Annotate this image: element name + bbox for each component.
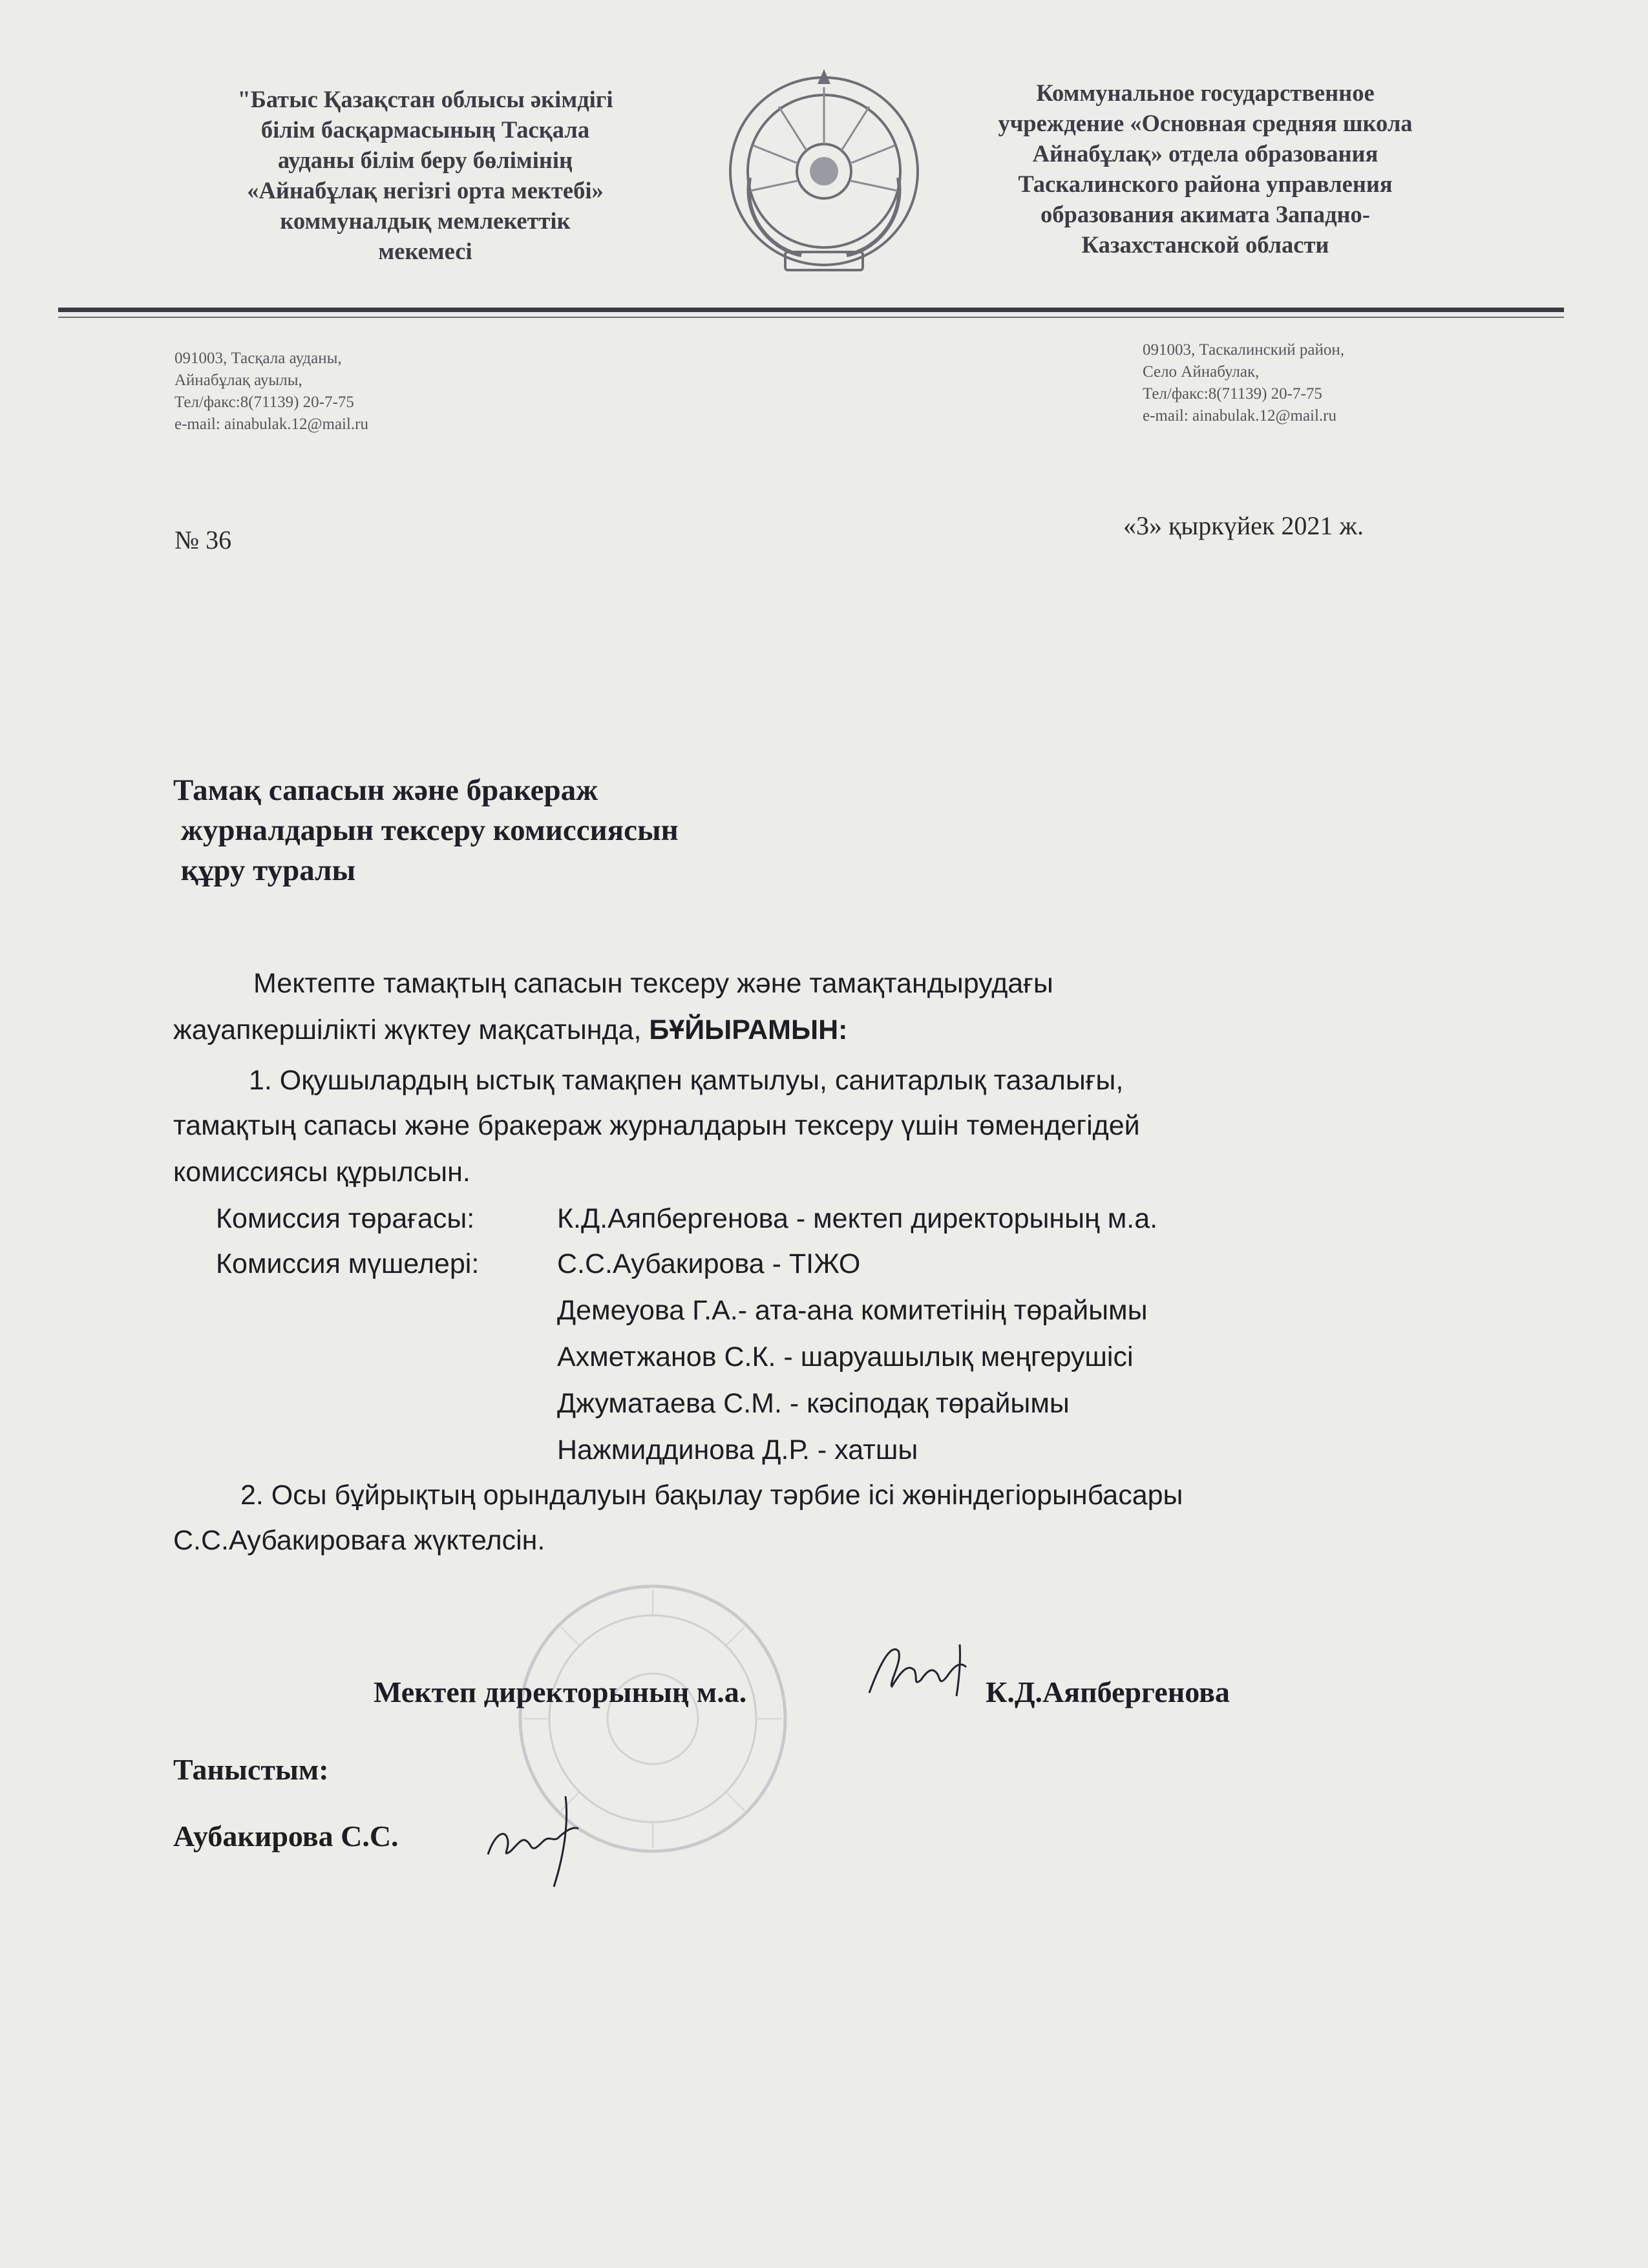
header-kz-line: коммуналдық мемлекеттік: [280, 207, 571, 234]
intro-text: жауапкершілікті жүктеу мақсатында,: [173, 1014, 650, 1045]
address-line: 091003, Тасқала ауданы,: [174, 350, 342, 367]
member-item: Демеуова Г.А.- ата-ана комитетінің төрайымы: [557, 1295, 1148, 1326]
item1-line: 1. Оқушылардың ыстық тамақпен қамтылуы, санитарлық тазалығы,: [249, 1065, 1124, 1096]
address-line: 091003, Таскалинский район,: [1143, 341, 1345, 359]
header-kz: [147, 84, 703, 266]
header-ru-line: Казахстанской области: [1081, 231, 1329, 258]
header-divider-thin: [58, 317, 1564, 318]
chair-value: К.Д.Аяпбергенова - мектеп директорының м.а.: [557, 1203, 1158, 1234]
member-item: С.С.Аубакирова - ТІЖО: [557, 1248, 861, 1279]
director-signature: [863, 1632, 979, 1706]
header-divider: [58, 308, 1564, 312]
members-label: Комиссия мүшелері:: [216, 1248, 480, 1279]
title-line: құру туралы: [173, 854, 356, 887]
header-ru-line: Таскалинского района управления: [1018, 171, 1393, 197]
director-title: Мектеп директорының м.а.: [374, 1675, 747, 1708]
address-line: Тел/факс:8(71139) 20-7-75: [174, 394, 354, 411]
item2-line: С.С.Аубакироваға жүктелсін.: [173, 1525, 545, 1556]
address-kz: [174, 348, 368, 436]
document-title: [173, 770, 679, 890]
document-number: № 36: [174, 525, 232, 554]
header-ru-line: учреждение «Основная средняя школа: [998, 110, 1413, 136]
header-kz-line: "Батыс Қазақстан облысы әкімдігі: [237, 86, 613, 112]
header-ru: [902, 78, 1509, 260]
header-kz-line: білім басқармасының Тасқала: [260, 116, 590, 143]
item2-line: 2. Осы бұйрықтың орындалуын бақылау тәрбие ісі жөніндегіорынбасары: [240, 1480, 1183, 1511]
intro-line: [173, 1014, 847, 1046]
seal-stamp: [511, 1577, 795, 1861]
chair-label: Комиссия төрағасы:: [216, 1203, 475, 1234]
familiar-label: Таныстым:: [173, 1753, 329, 1786]
member-item: Ахметжанов С.К. - шаруашылық меңгерушісі: [557, 1341, 1134, 1372]
header-kz-line: «Айнабұлақ негізгі орта мектебі»: [247, 177, 604, 204]
address-line: Айнабұлақ ауылы,: [174, 372, 302, 389]
state-emblem-icon: [724, 61, 924, 284]
header-kz-line: мекемесі: [378, 238, 472, 264]
intro-line: Мектепте тамақтың сапасын тексеру және тамақтандырудағы: [253, 968, 1053, 999]
address-email: e-mail: ainabulak.12@mail.ru: [174, 415, 369, 433]
address-ru: [1143, 339, 1344, 427]
title-line: журналдарын тексеру комиссиясын: [173, 814, 679, 847]
item1-line: комиссиясы құрылсын.: [173, 1157, 470, 1188]
title-line: Тамақ сапасын және бракераж: [173, 773, 598, 807]
familiar-name: Аубакирова С.С.: [173, 1820, 399, 1853]
item1-line: тамақтың сапасы және бракераж журналдарын тексеру үшін төмендегідей: [173, 1110, 1140, 1141]
address-line: Тел/факс:8(71139) 20-7-75: [1143, 385, 1322, 403]
header-ru-line: Коммунальное государственное: [1036, 79, 1375, 106]
document-date: «3» қыркүйек 2021 ж.: [1123, 511, 1364, 540]
director-name: К.Д.Аяпбергенова: [986, 1675, 1230, 1708]
header-kz-line: ауданы білім беру бөлімінің: [277, 147, 573, 173]
order-word: БҰЙЫРАМЫН:: [649, 1014, 848, 1045]
address-email: e-mail: ainabulak.12@mail.ru: [1143, 407, 1337, 425]
member-item: Джуматаева С.М. - кәсіподақ төрайымы: [557, 1388, 1070, 1419]
address-line: Село Айнабулак,: [1143, 363, 1260, 381]
header-ru-line: образования акимата Западно-: [1041, 201, 1370, 227]
member-item: Нажмиддинова Д.Р. - хатшы: [557, 1434, 918, 1465]
header-ru-line: Айнабұлақ» отдела образования: [1032, 140, 1379, 167]
